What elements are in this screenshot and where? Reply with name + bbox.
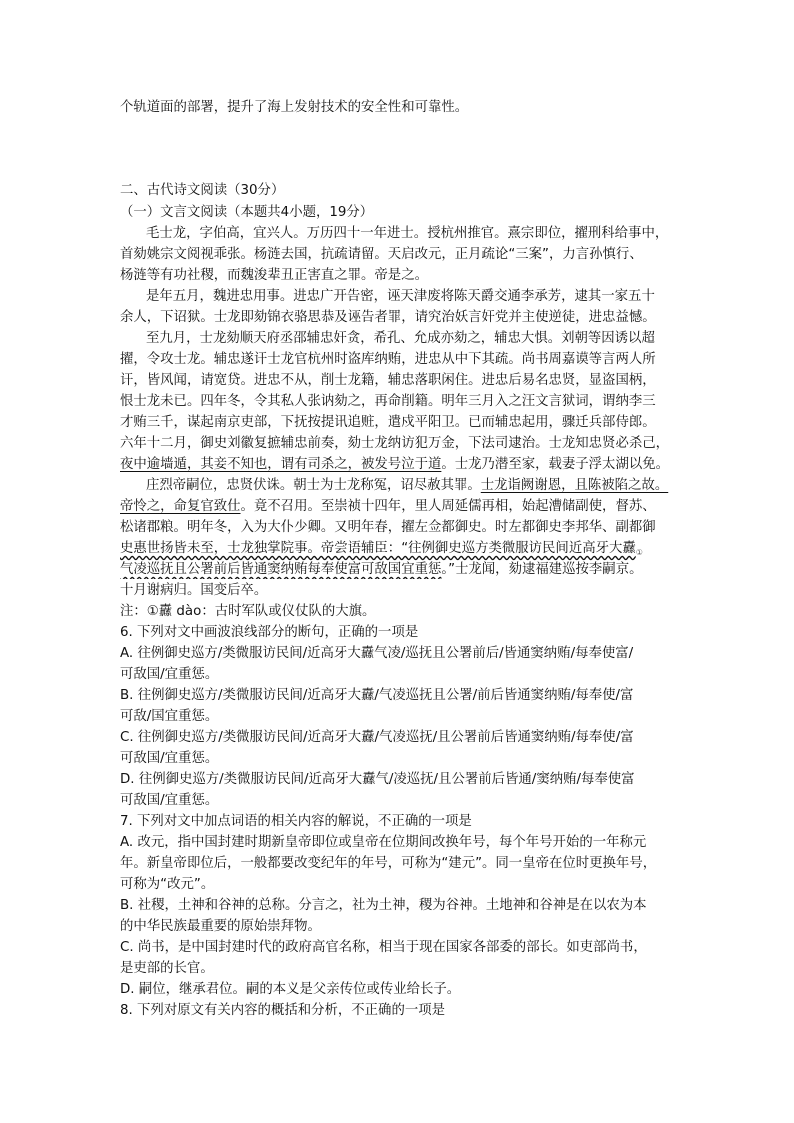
passage-line: 六年十二月，御史刘徽复摭辅忠前奏，劾士龙纳访犯万金，下法司逮治。士龙知忠贤必杀己， bbox=[120, 436, 670, 451]
passage-line: 首劾姚宗文阅视乖张。杨涟去国，抗疏请留。天启改元，正月疏论“三案”，力言孙慎行、 bbox=[120, 247, 643, 262]
question-6-option-d: D. 往例御史巡方/类微服访民间/近高牙大纛气/凌巡抚/且公署前后皆通/窦纳贿/每奉使富 bbox=[120, 772, 635, 787]
passage-line: 毛士龙，字伯高，宜兴人。万历四十一年进士。授杭州推官。熹宗即位，擢刑科给事中， bbox=[146, 226, 669, 241]
question-6-option-c-cont: 可敌国/宜重惩。 bbox=[120, 751, 219, 766]
passage-line: 余人，下诏狱。士龙即劾锦衣骆思恭及诬告者罪，请究治妖言奸党并主使逆徒，进忠益憾。 bbox=[120, 310, 656, 325]
passage-line: 至九月，士龙劾顺天府丞邵辅忠奸贪，希孔、允成亦劾之，辅忠大惧。刘朝等因诱以超 bbox=[146, 331, 655, 346]
question-6-option-a: A. 往例御史巡方/类微服访民间/近高牙大纛气凌/巡抚且公署前后/皆通窦纳贿/每奉使富/ bbox=[120, 646, 634, 661]
passage-line: 十月谢病归。国变后卒。 bbox=[120, 583, 268, 598]
passage-line: 才贿三千，谋起南京吏部，下抚按提讯追赃，遣戍平阳卫。已而辅忠起用，骤迁兵部侍郎。 bbox=[120, 415, 656, 430]
question-7-option-c: C. 尚书，是中国封建时代的政府高官名称，相当于现在国家各部委的部长。如吏部尚书， bbox=[120, 940, 647, 955]
underlined-sentence: 帝怜之，命复官致仕 bbox=[120, 499, 241, 514]
question-6-option-b: B. 往例御史巡方/类微服访民间/近高牙大纛/气凌巡抚且公署/前后皆通窦纳贿/每奉使/富 bbox=[120, 688, 634, 703]
wavy-underlined-text: 气凌巡抚且公署前后皆通窦纳贿每奉使富可敌国宜重惩 bbox=[120, 562, 442, 577]
wavy-underlined-text: 史惠世扬皆未至，士龙独掌院事。帝尝语辅臣：“往例御史巡方类微服访民间近高牙大纛 bbox=[120, 541, 636, 556]
underlined-sentence: 士龙诣阙谢恩，且陈被陷之故。 bbox=[480, 478, 669, 493]
subsection-title: （一）文言文阅读（本题共4小题，19分） bbox=[120, 205, 374, 220]
question-7-option-a-cont: 可称为“改元”。 bbox=[120, 877, 215, 892]
passage-line bbox=[120, 560, 680, 579]
passage-text: 。士龙乃潜至家，载妻子浮太湖以免。 bbox=[441, 457, 670, 472]
passage-line: 松诸郡粮。明年冬，入为大仆少卿。又明年春，擢左佥都御史。时左都御史李邦华、副都御 bbox=[120, 520, 656, 535]
passage-text: 庄烈帝嗣位，忠贤伏诛。朝士为士龙称冤，诏尽赦其罪。 bbox=[146, 478, 481, 493]
question-7-option-c-cont: 是吏部的长官。 bbox=[120, 961, 214, 976]
question-7-option-b: B. 社稷，土神和谷神的总称。分言之，社为土神，稷为谷神。土地神和谷神是在以农为本 bbox=[120, 898, 647, 913]
passage-line: 擢，令攻士龙。辅忠遂讦士龙官杭州时盗库纳贿，进忠从中下其疏。尚书周嘉谟等言两人所 bbox=[120, 352, 656, 367]
passage-text: 。竟不召用。至崇祯十四年，里人周延儒再相，始起漕储副使，督苏、 bbox=[240, 499, 656, 514]
underlined-sentence: 夜中逾墙遁，其妾不知也，谓有司杀之，被发号泣于道 bbox=[120, 457, 442, 472]
passage-line: 恨士龙未已。四年冬，令其私人张讷劾之，再命削籍。明年三月入之汪文言狱词，谓纳李三 bbox=[120, 394, 656, 409]
passage-line bbox=[120, 455, 680, 474]
footnote-marker: ① bbox=[635, 548, 643, 557]
question-6-option-d-cont: 可敌国/宜重惩。 bbox=[120, 793, 219, 808]
passage-line bbox=[120, 539, 680, 562]
question-7-option-a-cont: 年。新皇帝即位后，一般都要改变纪年的年号，可称为“建元”。同一皇帝在位时更换年号， bbox=[120, 856, 657, 871]
question-6-option-b-cont: 可敌/国宜重惩。 bbox=[120, 709, 219, 724]
question-7-option-d: D. 嗣位，继承君位。嗣的本义是父亲传位或传业给长子。 bbox=[120, 982, 461, 997]
question-6-option-c: C. 往例御史巡方/类微服访民间/近高牙大纛/气凌巡抚/且公署前后皆通窦纳贿/每奉使/富 bbox=[120, 730, 634, 745]
top-continuation-line: 个轨道面的部署，提升了海上发射技术的安全性和可靠性。 bbox=[120, 100, 469, 115]
section-title: 二、古代诗文阅读（30分） bbox=[120, 183, 285, 198]
passage-text: 。”士龙闻，劾逮福建巡按李嗣京。 bbox=[441, 562, 643, 577]
passage-line: 杨涟等有功社稷，而魏浚辈丑正害直之罪。帝是之。 bbox=[120, 268, 428, 283]
question-6-option-a-cont: 可敌国/宜重惩。 bbox=[120, 667, 219, 682]
question-8-stem: 8. 下列对原文有关内容的概括和分析，不正确的一项是 bbox=[120, 1003, 446, 1018]
question-6-stem: 6. 下列对文中画波浪线部分的断句，正确的一项是 bbox=[120, 625, 419, 640]
passage-line: 讦，皆风闻，请宽贷。进忠不从，削士龙籍，辅忠落职闲住。进忠后易名忠贤，显盗国柄， bbox=[120, 373, 656, 388]
question-7-stem: 7. 下列对文中加点词语的相关内容的解说，不正确的一项是 bbox=[120, 814, 472, 829]
passage-line bbox=[120, 497, 680, 516]
passage-line: 是年五月，魏进忠用事。进忠广开告密，诬天津废将陈天爵交通李承芳，逮其一家五十 bbox=[146, 289, 655, 304]
question-7-option-a: A. 改元，指中国封建时期新皇帝即位或皇帝在位期间改换年号，每个年号开始的一年称元 bbox=[120, 835, 647, 850]
passage-line bbox=[146, 476, 680, 495]
question-7-option-b-cont: 的中华民族最重要的原始崇拜物。 bbox=[120, 919, 321, 934]
footnote: 注：①纛 dào：古时军队或仪仗队的大旗。 bbox=[120, 604, 376, 619]
